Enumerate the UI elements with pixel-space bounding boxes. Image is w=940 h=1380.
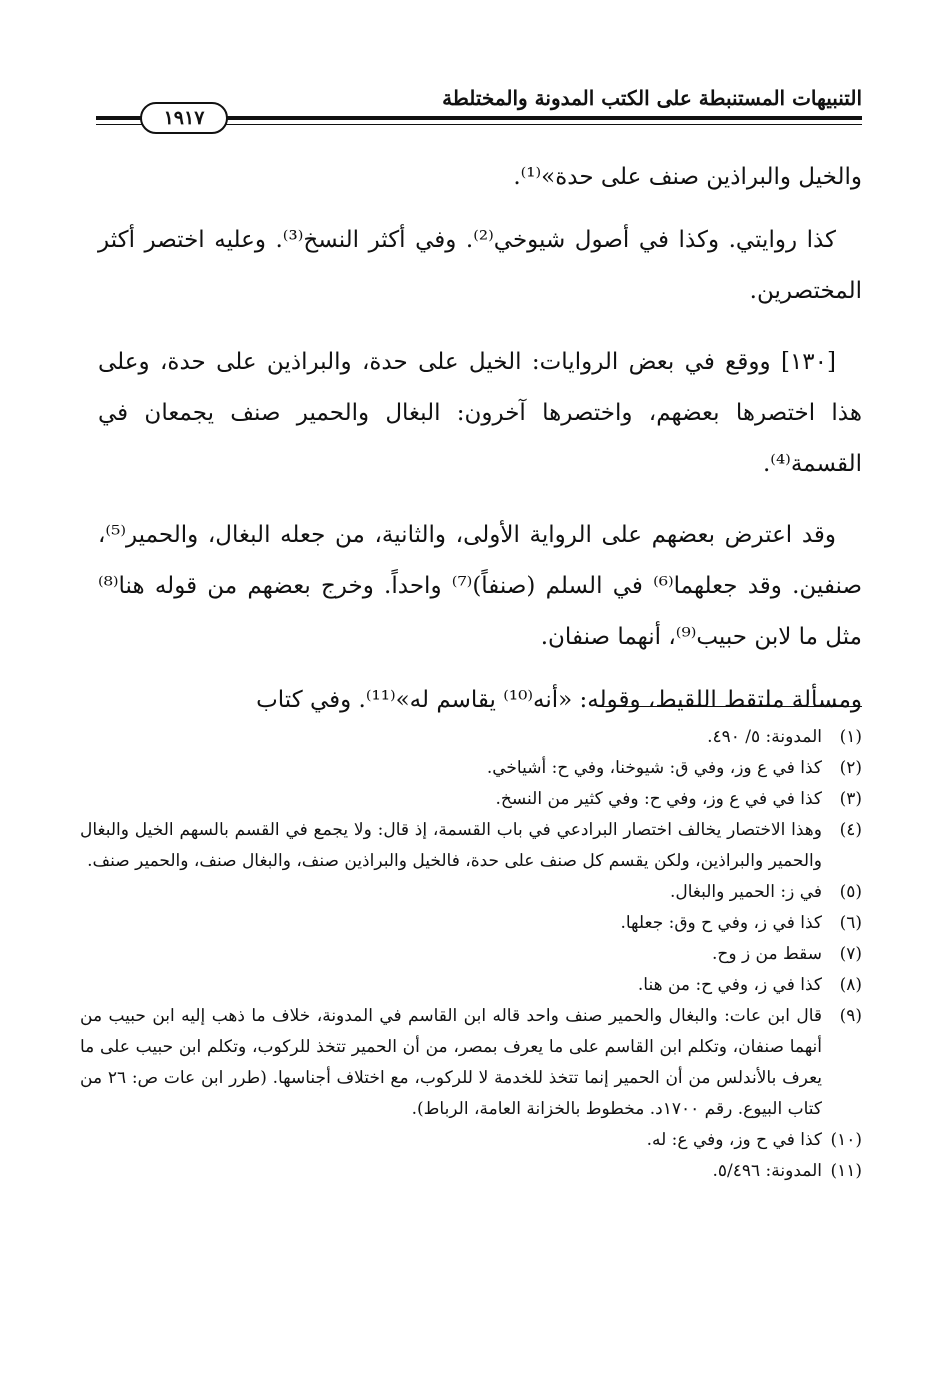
- paragraph: كذا روايتي. وكذا في أصول شيوخي⁽²⁾. وفي أكثر النسخ⁽³⁾. وعليه اختصر أكثر المختصرين.: [98, 227, 862, 304]
- main-text: [98, 152, 862, 738]
- footnote: [80, 753, 862, 784]
- footnote-text: في ز: الحمير والبغال.: [669, 882, 822, 902]
- footnote: [80, 1125, 862, 1156]
- footnote-text: سقط من ز وح.: [711, 944, 822, 964]
- footnote-text: قال ابن عات: والبغال والحمير صنف واحد قاله ابن القاسم في المدونة، خلاف ما ذهب إليه ابن حبيب من أنهما صنفان، وتكلم ابن القاسم على ما يعرف بمصر، من أن الحمير تتخذ للركوب، وتكلم ابن حبيب على ما يعرف بالأندلس من أن الحمير إنما تتخذ للخدمة لا للركوب، مع اختلاف أجناسها. (طرر ابن عات ص: ٢٦ من كتاب البيوع. رقم ١٧٠٠د. مخطوط بالخزانة العامة، الرباط).: [80, 1006, 822, 1119]
- paragraph: ومسألة ملتقط اللقيط، وقوله: «أنه⁽¹⁰⁾ يقاسم له»⁽¹¹⁾. وفي كتاب: [256, 687, 862, 713]
- footnote-number: (١): [839, 727, 862, 747]
- footnote-text: المدونة: ٥/٤٩٦.: [712, 1161, 822, 1181]
- running-title: التنبيهات المستنبطة على الكتب المدونة والمختلطة: [442, 86, 862, 110]
- footnote-number: (٢): [839, 758, 862, 778]
- footnote: [80, 1001, 862, 1125]
- footnote: [80, 970, 862, 1001]
- page-number: ١٩١٧: [140, 102, 228, 134]
- footnote-number: (٨): [839, 975, 862, 995]
- footnote-number: (٥): [839, 882, 862, 902]
- footnote-number: (١١): [830, 1161, 862, 1181]
- paragraph: والخيل والبراذين صنف على حدة»⁽¹⁾.: [513, 164, 862, 190]
- footnote: [80, 939, 862, 970]
- footnote-number: (٦): [839, 913, 862, 933]
- footnote-text: كذا في ح وز، وفي ع: له.: [646, 1130, 822, 1150]
- footnote-text: وهذا الاختصار يخالف اختصار البرادعي في باب القسمة، إذ قال: ولا يجمع في القسم بالسهم الخيل والبغال والحمير والبراذين، ولكن يقسم كل صنف على حدة، فالخيل والبراذين صنف، والبغال صنف، والحمير صنف.: [80, 820, 822, 871]
- footnote: [80, 877, 862, 908]
- footnote: [80, 908, 862, 939]
- footnote: [80, 1156, 862, 1187]
- paragraph: وقد اعترض بعضهم على الرواية الأولى، والثانية، من جعله البغال، والحمير⁽⁵⁾، صنفين. وقد جعلهما⁽⁶⁾ في السلم (صنفاً)⁽⁷⁾ واحداً. وخرج بعضهم من قوله هنا⁽⁸⁾ مثل ما لابن حبيب⁽⁹⁾، أنهما صنفان.: [98, 522, 862, 650]
- paragraph: [١٣٠] ووقع في بعض الروايات: الخيل على حدة، والبراذين على حدة، وعلى هذا اختصرها بعضهم، واختصرها آخرون: البغال والحمير صنف يجمعان في القسمة⁽⁴⁾.: [98, 349, 862, 477]
- footnote-number: (٤): [839, 820, 862, 840]
- footnote-number: (١٠): [830, 1130, 862, 1150]
- footnote-text: كذا في ز، وفي ح وق: جعلها.: [620, 913, 822, 933]
- footnote-number: (٣): [839, 789, 862, 809]
- footnote-text: كذا في ز، وفي ح: من هنا.: [637, 975, 822, 995]
- footnote-text: كذا في ع وز، وفي ق: شيوخنا، وفي ح: أشياخي.: [486, 758, 822, 778]
- footnote-text: المدونة: ٥/ ٤٩٠.: [707, 727, 822, 747]
- footnote: [80, 722, 862, 753]
- footnote-number: (٩): [839, 1006, 862, 1026]
- footnote: [80, 815, 862, 877]
- footnotes: [80, 722, 862, 1187]
- footnote-text: كذا في في ع وز، وفي ح: وفي كثير من النسخ.: [495, 789, 822, 809]
- footnote: [80, 784, 862, 815]
- footnote-separator: [600, 706, 862, 707]
- footnote-number: (٧): [839, 944, 862, 964]
